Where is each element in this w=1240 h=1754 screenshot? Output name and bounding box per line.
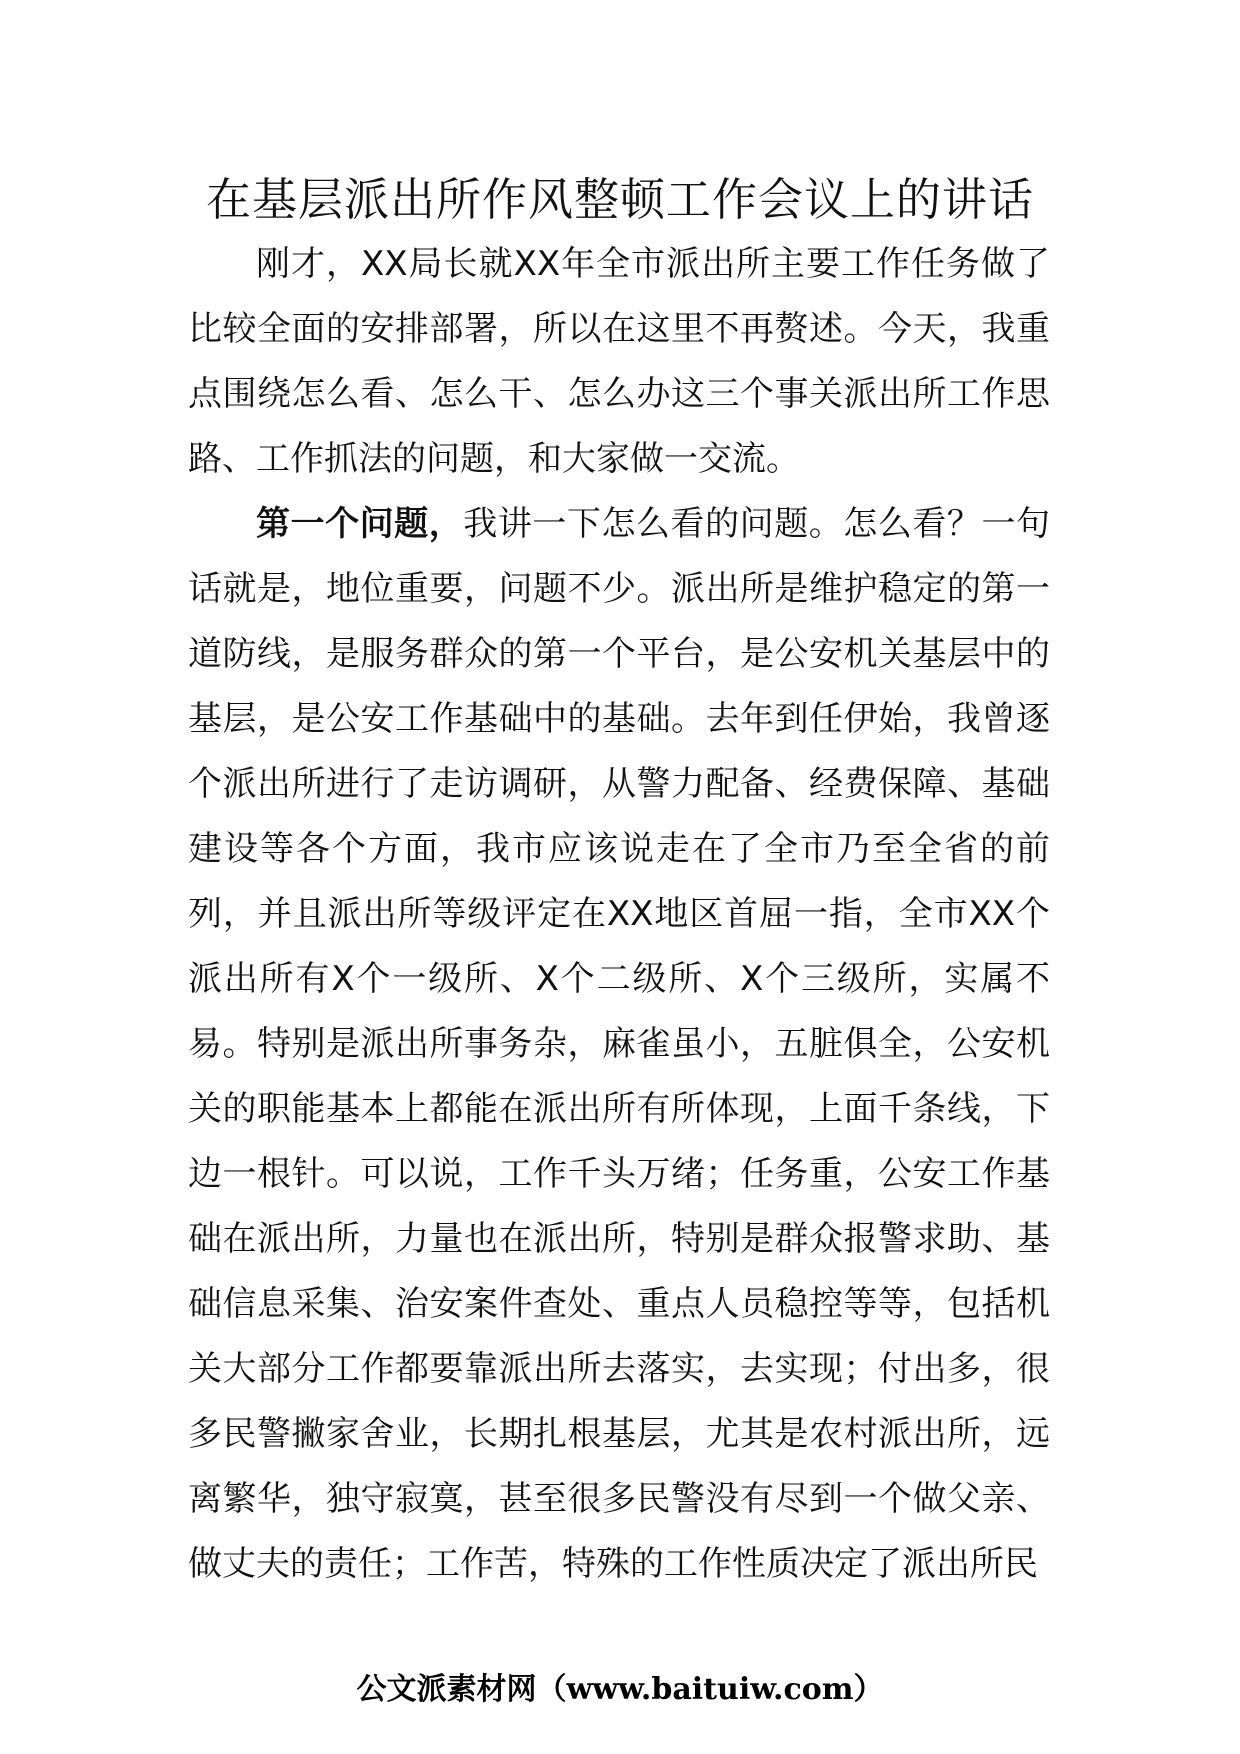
paragraph-2-lead: 第一个问题， — [256, 504, 464, 544]
paragraph-2 — [188, 492, 1050, 1597]
watermark-footer: 公文派素材网（www.baituiw.com） — [356, 1672, 884, 1707]
paragraph-1-text: 刚才，XX局长就XX年全市派出所主要工作任务做了比较全面的安排部署，所以在这里不再赘述。今天，我重点围绕怎么看、怎么干、怎么办这三个事关派出所工作思路、工作抓法的问题，和大家做一交流。 — [188, 244, 1050, 479]
paragraph-2-text: 我讲一下怎么看的问题。怎么看？一句话就是，地位重要，问题不少。派出所是维护稳定的第一道防线，是服务群众的第一个平台，是公安机关基层中的基层，是公安工作基础中的基础。去年到任伊始，我曾逐个派出所进行了走访调研，从警力配备、经费保障、基础建设等各个方面，我市应该说走在了全市乃至全省的前列，并且派出所等级评定在XX地区首屈一指，全市XX个派出所有X个一级所、X个二级所、X个三级所，实属不易。特别是派出所事务杂，麻雀虽小，五脏俱全，公安机关的职能基本上都能在派出所有所体现，上面千条线，下边一根针。可以说，工作千头万绪；任务重，公安工作基础在派出所，力量也在派出所，特别是群众报警求助、基础信息采集、治安案件查处、重点人员稳控等等，包括机关大部分工作都要靠派出所去落实，去实现；付出多，很多民警撇家舍业，长期扎根基层，尤其是农村派出所，远离繁华，独守寂寞，甚至很多民警没有尽到一个做父亲、做丈夫的责任；工作苦，特殊的工作性质决定了派出所民 — [188, 504, 1051, 1584]
paragraph-1 — [188, 232, 1050, 492]
document-title: 在基层派出所作风整顿工作会议上的讲话 — [205, 173, 1034, 226]
document-body — [188, 232, 1050, 1597]
